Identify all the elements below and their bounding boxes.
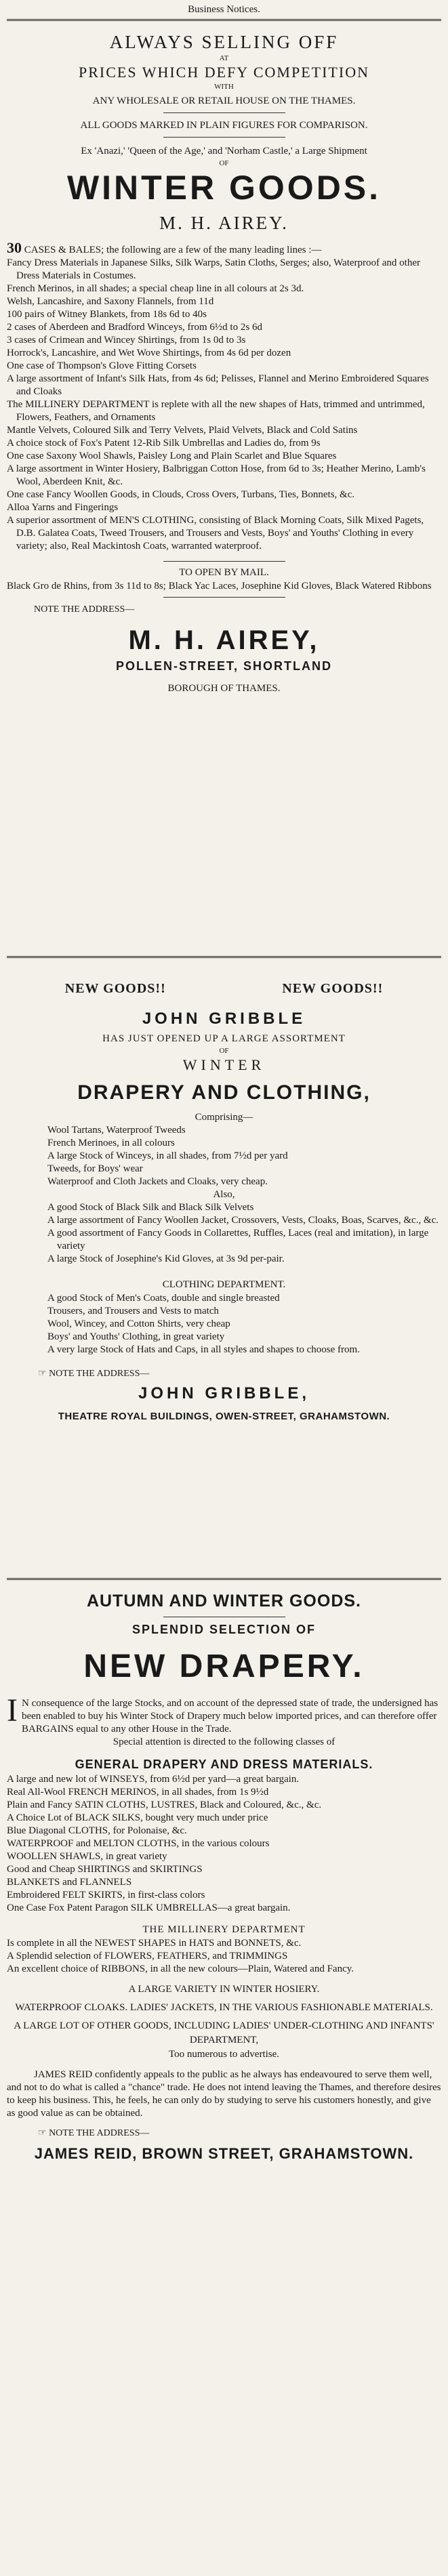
reid-splendid: SPLENDID SELECTION OF: [131, 1623, 317, 1636]
divider: [163, 112, 285, 113]
reid-too-numerous: Too numerous to advertise.: [168, 2049, 280, 2060]
lead-text: CASES & BALES; the following are a few of the many leading lines :—: [24, 245, 322, 255]
reid-new-drapery: NEW DRAPERY.: [83, 1648, 365, 1684]
airey-lines: [7, 241, 441, 553]
reid-title: AUTUMN AND WINTER GOODS.: [87, 1592, 361, 1611]
reid-note: NOTE THE ADDRESS—: [49, 2128, 150, 2138]
list-item: Blue Diagonal CLOTHS, for Polonaise, &c.: [7, 1825, 187, 1836]
reid-signature: JAMES REID, BROWN STREET, GRAHAMSTOWN.: [34, 2145, 414, 2162]
gribble-dept-lines: [7, 1292, 441, 1356]
list-item: A good Stock of Black Silk and Black Silk Velvets: [47, 1202, 254, 1213]
list-item: Plain and Fancy SATIN CLOTHS, LUSTRES, Black and Coloured, &c., &c.: [7, 1800, 322, 1810]
list-item: Good and Cheap SHIRTINGS and SKIRTINGS: [7, 1864, 203, 1875]
airey-street: POLLEN-STREET, SHORTLAND: [115, 659, 332, 673]
list-item: Real All-Wool FRENCH MERINOS, in all shades, from 1s 9½d: [7, 1787, 269, 1798]
gribble-lines: [7, 1111, 441, 1266]
list-item: Waterproof and Cloth Jackets and Cloaks, very cheap.: [47, 1176, 268, 1187]
list-item: A large Stock of Josephine's Kid Gloves, at 3s 9d per-pair.: [47, 1253, 285, 1264]
list-item: Welsh, Lancashire, and Saxony Flannels, from 11d: [7, 296, 214, 307]
lead-number: 30: [7, 239, 22, 256]
list-item: Embroidered FELT SKIRTS, in first-class colors: [7, 1890, 205, 1900]
list-item: One case Fancy Woollen Goods, in Clouds, Cross Overs, Turbans, Ties, Bonnets, &c.: [7, 489, 355, 500]
reid-millinery-lines: [7, 1937, 441, 1976]
list-item: 100 pairs of Witney Blankets, from 18s 6d to 40s: [7, 309, 207, 320]
reid-other: A LARGE LOT OF OTHER GOODS, INCLUDING LADIES' UNDER-CLOTHING AND INFANTS' DEPARTMENT,: [14, 2020, 434, 2045]
list-item: A choice stock of Fox's Patent 12-Rib Silk Umbrellas and Ladies do, from 9s: [7, 438, 321, 449]
list-item: The MILLINERY DEPARTMENT is replete with all the new shapes of Hats, trimmed and untrimmed, Flowers, Feathers, and Ornaments: [7, 399, 425, 423]
airey-of: OF: [219, 159, 229, 167]
airey-note: NOTE THE ADDRESS—: [34, 604, 135, 615]
airey-headline-4: ALL GOODS MARKED IN PLAIN FIGURES FOR COMPARISON.: [80, 120, 368, 131]
airey-borough: BOROUGH OF THAMES.: [167, 683, 281, 694]
list-item: One case Saxony Wool Shawls, Paisley Long and Plain Scarlet and Blue Squares: [7, 451, 337, 461]
gribble-comprising: Comprising—: [195, 1112, 253, 1123]
divider: [163, 597, 285, 598]
list-item: A Choice Lot of BLACK SILKS, bought very much under price: [7, 1812, 268, 1823]
airey-signature: M. H. AIREY,: [128, 625, 320, 655]
reid-general: GENERAL DRAPERY AND DRESS MATERIALS.: [75, 1758, 373, 1771]
list-item: Alloa Yarns and Fingerings: [7, 502, 119, 513]
reid-intro: [7, 1692, 441, 1736]
airey-advert: [7, 21, 441, 956]
gribble-signature: JOHN GRIBBLE,: [138, 1384, 310, 1403]
airey-shipment: Ex 'Anazi,' 'Queen of the Age,' and 'Norham Castle,' a Large Shipment: [81, 146, 367, 157]
gribble-dept-title: CLOTHING DEPARTMENT.: [162, 1279, 286, 1290]
gribble-advert: [7, 958, 441, 1578]
list-item: Wool Tartans, Waterproof Tweeds: [47, 1125, 186, 1136]
airey-name: M. H. AIREY.: [159, 213, 289, 233]
airey-mail-text: Black Gro de Rhins, from 3s 11d to 8s; Black Yac Laces, Josephine Kid Gloves, Black Watered Ribbons: [7, 581, 432, 591]
airey-headline-1: ALWAYS SELLING OFF: [109, 32, 339, 52]
list-item: A large Stock of Winceys, in all shades, from 7½d per yard: [47, 1150, 288, 1161]
gribble-opened: HAS JUST OPENED UP A LARGE ASSORTMENT: [102, 1033, 346, 1044]
divider: [163, 561, 285, 562]
gribble-note-row: [7, 1367, 441, 1381]
list-item: Boys' and Youths' Clothing, in great variety: [47, 1331, 225, 1342]
list-item: Trousers, and Trousers and Vests to match: [47, 1306, 219, 1316]
reid-intro-block: [7, 1692, 441, 1749]
airey-headline-2: PRICES WHICH DEFY COMPETITION: [79, 64, 369, 81]
reid-millinery-title: THE MILLINERY DEPARTMENT: [142, 1924, 306, 1935]
list-item: A Splendid selection of FLOWERS, FEATHERS, and TRIMMINGS: [7, 1951, 288, 1961]
new-goods-left: NEW GOODS!!: [64, 981, 166, 996]
airey-title: WINTER GOODS.: [66, 169, 382, 207]
list-item: Wool, Wincey, and Cotton Shirts, very cheap: [47, 1318, 230, 1329]
reid-closing: JAMES REID confidently appeals to the public as he always has endeavoured to serve them well, and not to do what is called a "chance" trade. He does not intend leaving the Thames, and therefore desires to keep his business. This, he feels, he can only do by studying to serve his customers honestly, and give as good value as can be obtained.: [7, 2069, 441, 2119]
gribble-note: NOTE THE ADDRESS—: [49, 1369, 150, 1379]
list-item: Also,: [213, 1189, 235, 1200]
reid-note-row: [7, 2127, 441, 2140]
list-item: A large assortment of Infant's Silk Hats, from 4s 6d; Pelisses, Flannel and Merino Embroidered Squares and Cloaks: [7, 373, 429, 397]
drop-cap: I: [7, 1692, 18, 1728]
list-item: A large assortment of Fancy Woollen Jacket, Crossovers, Vests, Cloaks, Boas, Scarves, &c., &c.: [47, 1215, 439, 1226]
list-item: An excellent choice of RIBBONS, in all the new colours—Plain, Watered and Fancy.: [7, 1964, 354, 1974]
list-item: Is complete in all the NEWEST SHAPES in HATS and BONNETS, &c.: [7, 1938, 302, 1949]
list-item: One Case Fox Patent Paragon SILK UMBRELLAS—a great bargain.: [7, 1903, 291, 1913]
reid-intro-text: N consequence of the large Stocks, and on account of the depressed state of trade, the undersigned has been enabled to buy his Winter Stock of Drapery much below imported prices, and can therefore offer BARGAINS equal to any other House in the Trade.: [21, 1698, 439, 1734]
pointing-hand-icon: ☞: [38, 2128, 47, 2138]
list-item: Horrock's, Lancashire, and Wet Wove Shirtings, from 4s 6d per dozen: [7, 348, 291, 358]
list-item: A good assortment of Fancy Goods in Collarettes, Ruffles, Laces (real and imitation), in large variety: [47, 1228, 429, 1251]
list-item: A superior assortment of MEN'S CLOTHING, consisting of Black Morning Coats, Silk Mixed Pagets, D.B. Galatea Coats, Tweed Trousers, and Trousers and Vests, Boys' and Youths' Clothing in every variety; also, Real Mackintosh Coats, warranted waterproof.: [7, 515, 424, 552]
new-goods-right: NEW GOODS!!: [282, 981, 384, 996]
list-item: Fancy Dress Materials in Japanese Silks, Silk Warps, Satin Cloths, Serges; also, Waterproof and other Dress Materials in Costumes.: [7, 257, 420, 281]
reid-closing-block: [7, 2069, 441, 2120]
divider: [163, 137, 285, 138]
list-item: 2 cases of Aberdeen and Bradford Winceys, from 6½d to 2s 6d: [7, 322, 262, 333]
list-item: BLANKETS and FLANNELS: [7, 1877, 132, 1888]
reid-hosiery: A LARGE VARIETY IN WINTER HOSIERY.: [128, 1984, 320, 1995]
page-header: Business Notices.: [188, 4, 260, 15]
list-item: A very large Stock of Hats and Caps, in all styles and shapes to choose from.: [47, 1344, 360, 1355]
list-item: Tweeds, for Boys' wear: [47, 1163, 143, 1174]
list-item: A large and new lot of WINSEYS, from 6½d per yard—a great bargain.: [7, 1774, 300, 1785]
reid-lines: [7, 1773, 441, 1915]
list-item: A good Stock of Men's Coats, double and single breasted: [47, 1293, 280, 1304]
list-item: WOOLLEN SHAWLS, in great variety: [7, 1851, 167, 1862]
reid-cloaks: WATERPROOF CLOAKS. LADIES' JACKETS, IN THE VARIOUS FASHIONABLE MATERIALS.: [15, 2002, 433, 2013]
gribble-address: THEATRE ROYAL BUILDINGS, OWEN-STREET, GRAHAMSTOWN.: [58, 1411, 390, 1422]
gribble-of: OF: [219, 1047, 229, 1055]
gribble-winter: WINTER: [182, 1056, 266, 1073]
list-item: Mantle Velvets, Coloured Silk and Terry Velvets, Plaid Velvets, Black and Cold Satins: [7, 425, 358, 436]
reid-advert: [7, 1580, 441, 2573]
airey-with: WITH: [214, 83, 234, 91]
gribble-name: JOHN GRIBBLE: [142, 1010, 306, 1028]
list-item: 3 cases of Crimean and Wincey Shirtings, from 1s 0d to 3s: [7, 335, 246, 346]
reid-special: Special attention is directed to the following classes of: [113, 1737, 335, 1747]
list-item: WATERPROOF and MELTON CLOTHS, in the various colours: [7, 1838, 270, 1849]
airey-mail-title: TO OPEN BY MAIL.: [179, 567, 269, 578]
airey-at: AT: [219, 54, 229, 62]
airey-mail-block: [7, 580, 441, 593]
list-item: One case of Thompson's Glove Fitting Corsets: [7, 360, 197, 371]
list-item: French Merinoes, in all colours: [47, 1138, 175, 1148]
list-item: A large assortment in Winter Hosiery, Balbriggan Cotton Hose, from 6d to 3s; Heather Merino, Lamb's Wool, Aberdeen Knit, &c.: [7, 463, 426, 487]
gribble-new-goods: [7, 976, 441, 1002]
list-item: French Merinos, in all shades; a special cheap line in all colours at 2s 3d.: [7, 283, 304, 294]
pointing-hand-icon: ☞: [38, 1369, 47, 1379]
airey-headline-3: ANY WHOLESALE OR RETAIL HOUSE ON THE THAMES.: [92, 96, 356, 106]
gribble-title: DRAPERY AND CLOTHING,: [77, 1081, 371, 1104]
